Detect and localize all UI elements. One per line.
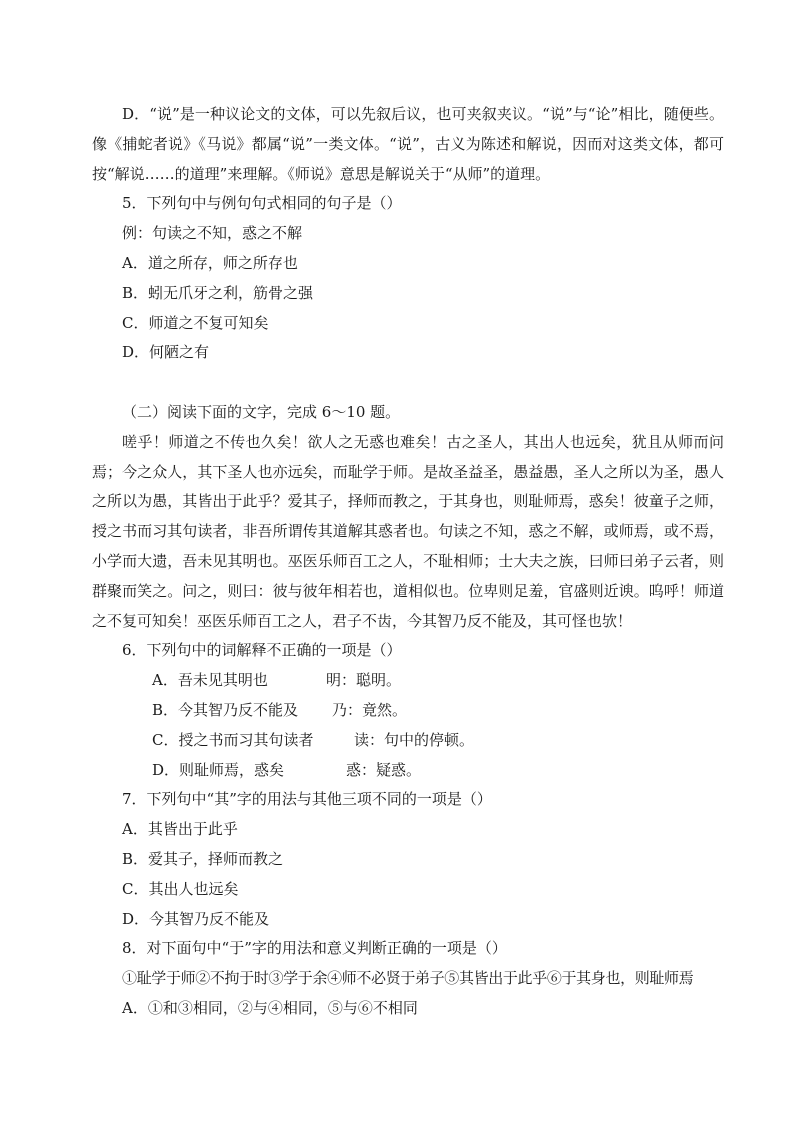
q5-example: 例：句读之不知，惑之不解 [122,224,303,243]
q8-stem: 8．对下面句中“于”字的用法和意义判断正确的一项是（） [122,939,507,958]
q5-option-b: B．蚓无爪牙之利，筋骨之强 [122,283,314,302]
q6-option-d-gloss: 惑：疑惑。 [346,760,422,779]
q7-option-a: A．其皆出于此乎 [122,820,238,839]
document-page [92,100,724,1024]
q6-stem: 6．下列句中的词解释不正确的一项是（） [122,641,402,660]
section2-passage: 嗟乎！师道之不传也久矣！欲人之无惑也难矣！古之圣人，其出人也远矣，犹且从师而问焉；今之众人，其下圣人也亦远矣，而耻学于师。是故圣益圣，愚益愚，圣人之所以为圣，愚人之所以为愚，其皆出于此乎？爱其子，择师而教之，于其身也，则耻师焉，惑矣！彼童子之师，授之书而习其句读者，非吾所谓传其道解其惑者也。句读之不知，惑之不解，或师焉，或不焉，小学而大遗，吾未见其明也。巫医乐师百工之人，不耻相师；士大夫之族，曰师曰弟子云者，则群聚而笑之。问之，则曰：彼与彼年相若也，道相似也。位卑则足羞，官盛则近谀。呜呼！师道之不复可知矣！巫医乐师百工之人，君子不齿，今其智乃反不能及，其可怪也欤！ [92,432,724,630]
q6-option-d-sentence: D．则耻师焉，惑矣 [152,760,285,779]
q8-sentences: ①耻学于师②不拘于时③学于余④师不必贤于弟子⑤其皆出于此乎⑥于其身也，则耻师焉 [122,969,694,988]
q6-option-c [92,726,724,756]
q6-option-a [92,666,724,696]
q5-stem: 5．下列句中与例句句式相同的句子是（） [122,194,402,213]
section-gap [92,368,724,398]
q6-option-b-sentence: B．今其智乃反不能及 [152,700,299,719]
q7-option-b: B．爱其子，择师而教之 [122,849,284,868]
q6-option-a-gloss: 明：聪明。 [326,671,402,690]
q6-option-c-sentence: C．授之书而习其句读者 [152,730,314,749]
q5-option-a: A．道之所存，师之所存也 [122,253,298,272]
q4-option-d: D．“说”是一种议论文的文体，可以先叙后议，也可夹叙夹议。“说”与“论”相比，随便些。像《捕蛇者说》《马说》都属“说”一类文体。“说”，古义为陈述和解说，因而对这类文体，都可按“解说……的道理”来理解。《师说》意思是解说关于“从师”的道理。 [92,105,724,183]
q8-option-a: A．①和③相同，②与④相同，⑤与⑥不相同 [122,998,418,1017]
q5-option-d: D．何陋之有 [122,343,210,362]
q6-option-b [92,696,724,726]
q7-stem: 7．下列句中“其”字的用法与其他三项不同的一项是（） [122,790,492,809]
q7-option-d: D．今其智乃反不能及 [122,909,270,928]
section2-heading: （二）阅读下面的文字，完成 6～10 题。 [122,402,401,421]
q6-option-a-sentence: A．吾未见其明也 [152,671,268,690]
q6-option-d [92,756,724,786]
q5-option-c: C．师道之不复可知矣 [122,313,269,332]
q6-option-b-gloss: 乃：竟然。 [332,700,408,719]
q6-option-c-gloss: 读：句中的停顿。 [354,730,475,749]
q7-option-c: C．其出人也远矣 [122,879,239,898]
